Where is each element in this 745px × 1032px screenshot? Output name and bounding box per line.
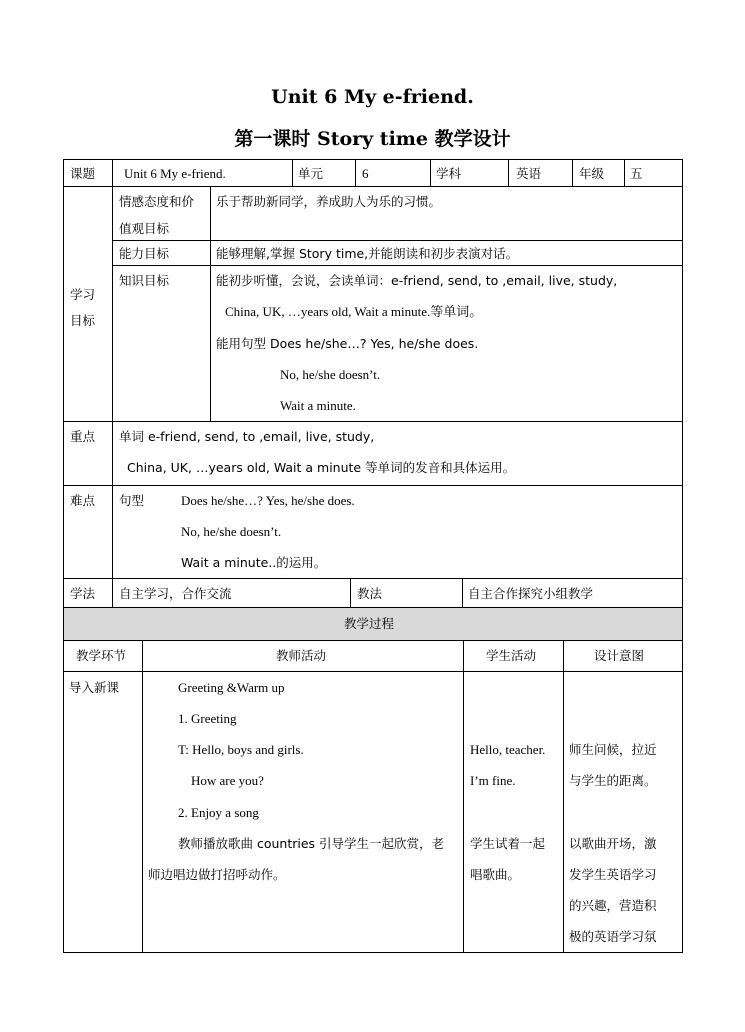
focus-label: 重点 <box>70 429 96 444</box>
difficulty-sub: 句型 <box>119 493 145 508</box>
goals-label: 目标 <box>70 313 96 328</box>
grade-label: 年级 <box>579 166 605 181</box>
teacher-activity-line: How are you? <box>191 773 264 788</box>
focus-text: China, UK, …years old, Wait a minute 等单词的发音和具体运用。 <box>127 460 516 475</box>
table-border <box>63 421 683 422</box>
teacher-activity-line: 教师播放歌曲 countries 引导学生一起欣赏，老 <box>178 836 445 851</box>
design-intent-line: 以歌曲开场，激 <box>569 836 657 851</box>
table-border <box>682 159 683 953</box>
teacher-activity-line: T: Hello, boys and girls. <box>178 742 304 757</box>
table-border <box>63 159 683 160</box>
knowledge-text: No, he/she doesn’t. <box>280 367 381 382</box>
knowledge-text: Wait a minute. <box>280 398 356 413</box>
grade-value: 五 <box>630 166 643 181</box>
difficulty-text: Wait a minute..的运用。 <box>181 555 327 570</box>
focus-text: 单词 e-friend, send, to ,email, live, study, <box>119 429 375 444</box>
table-border <box>624 159 625 186</box>
table-border <box>112 159 113 421</box>
student-activity-line: 唱歌曲。 <box>470 867 521 882</box>
design-intent-line: 与学生的距离。 <box>569 773 657 788</box>
design-intent-line: 的兴趣，营造积 <box>569 898 657 913</box>
document-subtitle: 第一课时 Story time 教学设计 <box>234 128 511 150</box>
difficulty-label: 难点 <box>70 493 96 508</box>
teacher-activity-line: 1. Greeting <box>178 711 237 726</box>
course-value: Unit 6 My e-friend. <box>124 166 226 181</box>
table-border <box>63 186 683 187</box>
document-title: Unit 6 My e-friend. <box>271 86 474 108</box>
table-border <box>350 578 351 607</box>
knowledge-text: 能初步听懂，会说，会读单词：e-friend, send, to ,email, live, study, <box>216 273 618 288</box>
subject-value: 英语 <box>516 166 542 181</box>
design-intent-line: 发学生英语学习 <box>569 867 657 882</box>
learn-method-label: 学法 <box>70 586 96 601</box>
teacher-activity-line: Greeting &Warm up <box>178 680 285 695</box>
teacher-activity-line: 2. Enjoy a song <box>178 805 259 820</box>
column-header: 教师活动 <box>276 648 327 663</box>
table-border <box>292 159 293 186</box>
column-header: 学生活动 <box>486 648 537 663</box>
knowledge-text: 能用句型 Does he/she…? Yes, he/she does. <box>216 336 479 351</box>
emotion-label: 值观目标 <box>119 221 170 236</box>
stage-label: 导入新课 <box>69 680 120 695</box>
table-border <box>63 578 683 579</box>
table-border <box>63 952 683 953</box>
table-border <box>572 159 573 186</box>
student-activity-line: 学生试着一起 <box>470 836 546 851</box>
process-header: 教学过程 <box>344 616 395 631</box>
goals-label: 学习 <box>70 287 96 302</box>
teach-method: 自主合作探究小组教学 <box>468 586 594 601</box>
table-border <box>112 240 683 241</box>
knowledge-label: 知识目标 <box>119 273 170 288</box>
design-intent-line: 师生问候，拉近 <box>569 742 657 757</box>
teach-method-label: 教法 <box>357 586 383 601</box>
table-border <box>63 671 683 672</box>
table-border <box>142 640 143 952</box>
emotion-text: 乐于帮助新同学，养成助人为乐的习惯。 <box>216 194 442 209</box>
ability-label: 能力目标 <box>119 246 170 261</box>
difficulty-text: No, he/she doesn’t. <box>181 524 282 539</box>
table-border <box>63 640 683 641</box>
unit-label: 单元 <box>298 166 324 181</box>
table-border <box>430 159 431 186</box>
table-border <box>508 159 509 186</box>
emotion-label: 情感态度和价 <box>119 194 195 209</box>
table-border <box>355 159 356 186</box>
subject-label: 学科 <box>436 166 462 181</box>
ability-text: 能够理解,掌握 Story time,并能朗读和初步表演对话。 <box>216 246 519 261</box>
column-header: 设计意图 <box>594 648 645 663</box>
table-border <box>63 607 683 608</box>
student-activity-line: I’m fine. <box>470 773 516 788</box>
student-activity-line: Hello, teacher. <box>470 742 546 757</box>
table-border <box>462 578 463 607</box>
table-border <box>63 485 683 486</box>
teacher-activity-line: 师边唱边做打招呼动作。 <box>148 867 286 882</box>
table-border <box>210 186 211 421</box>
table-border <box>112 421 113 607</box>
column-header: 教学环节 <box>76 648 127 663</box>
design-intent-line: 极的英语学习氛 <box>569 929 657 944</box>
unit-value: 6 <box>362 166 369 181</box>
learn-method: 自主学习，合作交流 <box>119 586 232 601</box>
table-border <box>63 159 64 953</box>
difficulty-text: Does he/she…? Yes, he/she does. <box>181 493 355 508</box>
knowledge-text: China, UK, …years old, Wait a minute.等单词。 <box>225 304 483 319</box>
course-label: 课题 <box>70 166 96 181</box>
table-border <box>112 265 683 266</box>
table-border <box>463 640 464 952</box>
table-border <box>563 640 564 952</box>
